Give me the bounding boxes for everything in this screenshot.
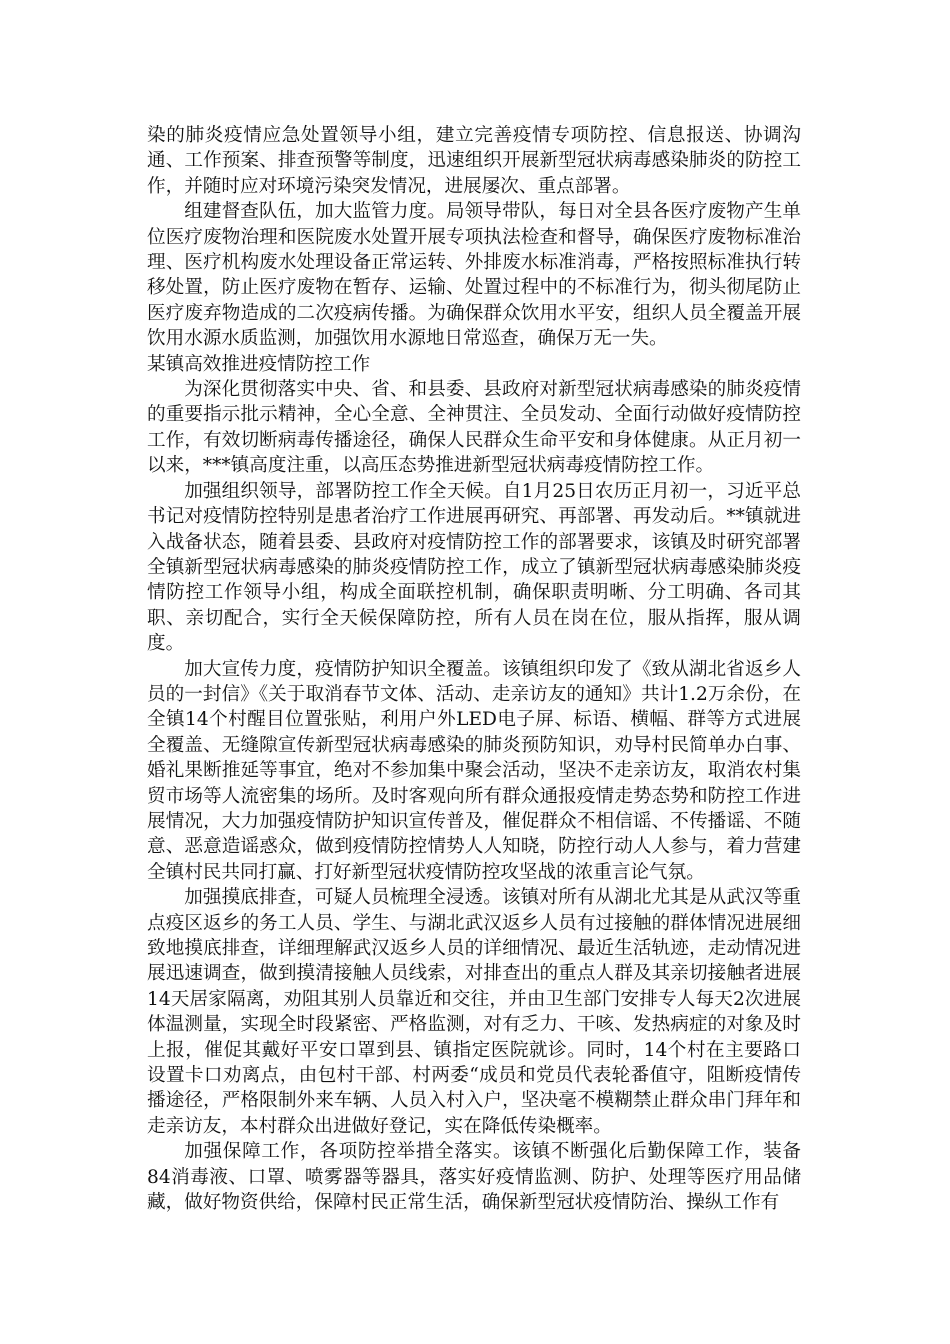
paragraph-3: 为深化贯彻落实中央、省、和县委、县政府对新型冠状病毒感染的肺炎疫情的重要指示批示精神，全心全意、全神贯注、全员发动、全面行动做好疫情防控工作，有效切断病毒传播途径，确保人民群众生命平安和身体健康。从正月初一以来，***镇高度注重，以高压态势推进新型冠状病毒疫情防控工作。: [147, 379, 801, 477]
section-heading: 某镇高效推进疫情防控工作: [147, 353, 371, 375]
paragraph-5: 加大宣传力度，疫情防护知识全覆盖。该镇组织印发了《致从湖北省返乡人员的一封信》《关于取消春节文体、活动、走亲访友的通知》共计1.2万余份，在全镇14个村醒目位置张贴，利用户外LED电子屏、标语、横幅、群等方式进展全覆盖、无缝隙宣传新型冠状病毒感染的肺炎预防知识，劝导村民简单办白事、婚礼果断推延等事宜，绝对不参加集中聚会活动，坚决不走亲访友，取消农村集贸市场等人流密集的场所。及时客观向所有群众通报疫情走势态势和防控工作进展情况，大力加强疫情防护知识宣传普及，催促群众不相信谣、不传播谣、不随意、恶意造谣惑众，做到疫情防控情势人人知晓，防控行动人人参与，着力营建全镇村民共同打赢、打好新型冠状疫情防控攻坚战的浓重言论气氛。: [147, 658, 801, 883]
document-body: [147, 123, 801, 1215]
paragraph-1: 染的肺炎疫情应急处置领导小组，建立完善疫情专项防控、信息报送、协调沟通、工作预案、排查预警等制度，迅速组织开展新型冠状病毒感染肺炎的防控工作，并随时应对环境污染突发情况，进展屡次、重点部署。: [147, 125, 801, 197]
paragraph-4: 加强组织领导，部署防控工作全天候。自1月25日农历正月初一，习近平总书记对疫情防控特别是患者治疗工作进展再研究、再部署、再发动后。**镇就进入战备状态，随着县委、县政府对疫情防控工作的部署要求，该镇及时研究部署全镇新型冠状病毒感染的肺炎疫情防控工作，成立了镇新型冠状病毒感染肺炎疫情防控工作领导小组，构成全面联控机制，确保职责明晰、分工明确、各司其职、亲切配合，实行全天候保障防控，所有人员在岗在位，服从指挥，服从调度。: [147, 480, 801, 655]
paragraph-2: 组建督查队伍，加大监管力度。局领导带队，每日对全县各医疗废物产生单位医疗废物治理和医院废水处置开展专项执法检查和督导，确保医疗废物标准治理、医疗机构废水处理设备正常运转、外排废水标准消毒，严格按照标准执行转移处置，防止医疗废物在暂存、运输、处置过程中的不标准行为，彻头彻尾防止医疗废弃物造成的二次疫病传播。为确保群众饮用水平安，组织人员全覆盖开展饮用水源水质监测，加强饮用水源地日常巡查，确保万无一失。: [147, 201, 801, 350]
paragraph-6: 加强摸底排查，可疑人员梳理全浸透。该镇对所有从湖北尤其是从武汉等重点疫区返乡的务工人员、学生、与湖北武汉返乡人员有过接触的群体情况进展细致地摸底排查，详细理解武汉返乡人员的详细情况、最近生活轨迹，走动情况进展迅速调查，做到摸清接触人员线索，对排查出的重点人群及其亲切接触者进展14天居家隔离，劝阻其别人员靠近和交往，并由卫生部门安排专人每天2次进展体温测量，实现全时段紧密、严格监测，对有乏力、干咳、发热病症的对象及时上报，催促其戴好平安口罩到县、镇指定医院就诊。同时，14个村在主要路口设置卡口劝离点，由包村干部、村两委“成员和党员代表轮番值守，阻断疫情传播途径，严格限制外来车辆、人员入村入户，坚决毫不模糊禁止群众串门拜年和走亲访友，本村群众出进做好登记，实在降低传染概率。: [147, 887, 801, 1137]
paragraph-7: 加强保障工作，各项防控举措全落实。该镇不断强化后勤保障工作，装备84消毒液、口罩、喷雾器等器具，落实好疫情监测、防护、处理等医疗用品储藏，做好物资供给，保障村民正常生活，确保新型冠状疫情防治、操纵工作有: [147, 1141, 801, 1214]
